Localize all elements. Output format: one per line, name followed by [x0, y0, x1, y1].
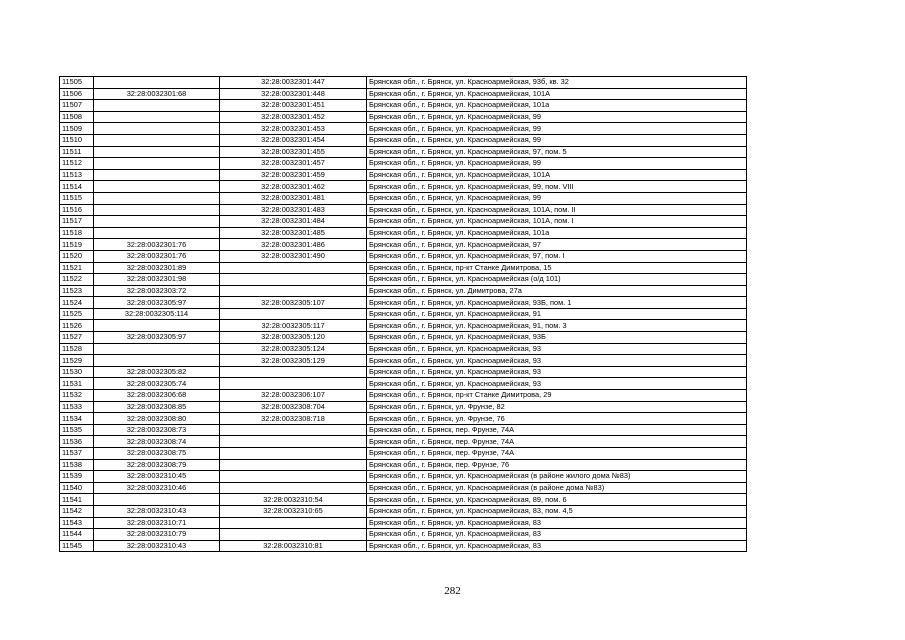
row-number-cell: 11531: [60, 378, 94, 390]
table-row: [60, 517, 747, 529]
object-cadastral-number-cell: 32:28:0032301:454: [220, 134, 367, 146]
object-cadastral-number-cell: 32:28:0032301:455: [220, 146, 367, 158]
table-row: [60, 436, 747, 448]
address-cell: Брянская обл., г. Брянск, ул. Красноармейская, 101а: [367, 227, 747, 239]
address-cell: Брянская обл., г. Брянск, ул. Красноармейская, 91: [367, 308, 747, 320]
table-row: [60, 332, 747, 344]
row-number-cell: 11544: [60, 529, 94, 541]
table-row: [60, 123, 747, 135]
row-number-cell: 11534: [60, 413, 94, 425]
object-cadastral-number-cell: 32:28:0032305:129: [220, 355, 367, 367]
table-row: [60, 505, 747, 517]
table-row: [60, 262, 747, 274]
address-cell: Брянская обл., г. Брянск, ул. Красноармейская (в районе жилого дома №83): [367, 471, 747, 483]
address-cell: Брянская обл., г. Брянск, ул. Красноармейская, 93Б, пом. 1: [367, 297, 747, 309]
table-row: [60, 111, 747, 123]
row-number-cell: 11517: [60, 216, 94, 228]
row-number-cell: 11507: [60, 100, 94, 112]
object-cadastral-number-cell: [220, 517, 367, 529]
table-row: [60, 413, 747, 425]
row-number-cell: 11537: [60, 448, 94, 460]
object-cadastral-number-cell: [220, 366, 367, 378]
cadastral-number-cell: 32:28:0032305:74: [94, 378, 220, 390]
table-row: [60, 378, 747, 390]
table-row: [60, 134, 747, 146]
object-cadastral-number-cell: 32:28:0032308:718: [220, 413, 367, 425]
table-row: [60, 471, 747, 483]
object-cadastral-number-cell: [220, 529, 367, 541]
table-row: [60, 355, 747, 367]
object-cadastral-number-cell: [220, 459, 367, 471]
cadastral-number-cell: [94, 320, 220, 332]
row-number-cell: 11525: [60, 308, 94, 320]
address-cell: Брянская обл., г. Брянск, ул. Красноармейская, 101А, пом. II: [367, 204, 747, 216]
object-cadastral-number-cell: [220, 285, 367, 297]
cadastral-number-cell: 32:28:0032301:68: [94, 88, 220, 100]
cadastral-number-cell: [94, 355, 220, 367]
table-row: [60, 169, 747, 181]
row-number-cell: 11515: [60, 192, 94, 204]
address-cell: Брянская обл., г. Брянск, ул. Красноармейская, 101А: [367, 88, 747, 100]
row-number-cell: 11505: [60, 77, 94, 89]
address-cell: Брянская обл., г. Брянск, ул. Красноармейская, 93Б: [367, 332, 747, 344]
address-cell: Брянская обл., г. Брянск, пр-кт Станке Димитрова, 29: [367, 390, 747, 402]
row-number-cell: 11511: [60, 146, 94, 158]
address-cell: Брянская обл., г. Брянск, пер. Фрунзе, 74А: [367, 436, 747, 448]
row-number-cell: 11530: [60, 366, 94, 378]
cadastral-number-cell: [94, 169, 220, 181]
cadastral-number-cell: 32:28:0032308:74: [94, 436, 220, 448]
cadastral-number-cell: [94, 343, 220, 355]
object-cadastral-number-cell: 32:28:0032301:448: [220, 88, 367, 100]
object-cadastral-number-cell: 32:28:0032301:484: [220, 216, 367, 228]
address-cell: Брянская обл., г. Брянск, ул. Красноармейская, 99, пом. VIII: [367, 181, 747, 193]
row-number-cell: 11540: [60, 482, 94, 494]
address-cell: Брянская обл., г. Брянск, ул. Красноармейская, 93: [367, 378, 747, 390]
cadastral-number-cell: 32:28:0032308:85: [94, 401, 220, 413]
address-cell: Брянская обл., г. Брянск, ул. Красноармейская, 99: [367, 123, 747, 135]
object-cadastral-number-cell: [220, 274, 367, 286]
cadastral-number-cell: 32:28:0032308:75: [94, 448, 220, 460]
object-cadastral-number-cell: [220, 262, 367, 274]
row-number-cell: 11508: [60, 111, 94, 123]
cadastral-number-cell: 32:28:0032310:43: [94, 540, 220, 552]
object-cadastral-number-cell: 32:28:0032301:447: [220, 77, 367, 89]
table-row: [60, 401, 747, 413]
address-cell: Брянская обл., г. Брянск, ул. Красноармейская, 83: [367, 529, 747, 541]
cadastral-number-cell: 32:28:0032308:80: [94, 413, 220, 425]
cadastral-number-cell: 32:28:0032301:76: [94, 239, 220, 251]
cadastral-number-cell: 32:28:0032301:89: [94, 262, 220, 274]
cadastral-number-cell: [94, 77, 220, 89]
address-cell: Брянская обл., г. Брянск, ул. Красноармейская, 99: [367, 111, 747, 123]
address-cell: Брянская обл., г. Брянск, ул. Красноармейская, 93: [367, 343, 747, 355]
address-cell: Брянская обл., г. Брянск, ул. Фрунзе, 76: [367, 413, 747, 425]
table-row: [60, 227, 747, 239]
cadastral-number-cell: 32:28:0032310:79: [94, 529, 220, 541]
row-number-cell: 11513: [60, 169, 94, 181]
table-row: [60, 274, 747, 286]
address-cell: Брянская обл., г. Брянск, пер. Фрунзе, 76: [367, 459, 747, 471]
row-number-cell: 11528: [60, 343, 94, 355]
object-cadastral-number-cell: 32:28:0032310:65: [220, 505, 367, 517]
object-cadastral-number-cell: 32:28:0032301:462: [220, 181, 367, 193]
cadastral-number-cell: 32:28:0032308:79: [94, 459, 220, 471]
object-cadastral-number-cell: 32:28:0032301:481: [220, 192, 367, 204]
table-row: [60, 297, 747, 309]
row-number-cell: 11510: [60, 134, 94, 146]
cadastral-number-cell: 32:28:0032310:71: [94, 517, 220, 529]
cadastral-number-cell: [94, 494, 220, 506]
cadastral-number-cell: 32:28:0032308:73: [94, 424, 220, 436]
address-cell: Брянская обл., г. Брянск, ул. Красноармейская, 93: [367, 366, 747, 378]
table-row: [60, 529, 747, 541]
table-row: [60, 88, 747, 100]
cadastral-number-cell: [94, 146, 220, 158]
object-cadastral-number-cell: 32:28:0032310:81: [220, 540, 367, 552]
address-cell: Брянская обл., г. Брянск, ул. Красноармейская, 97, пом. 5: [367, 146, 747, 158]
row-number-cell: 11518: [60, 227, 94, 239]
address-cell: Брянская обл., г. Брянск, ул. Красноармейская, 101А: [367, 169, 747, 181]
table-row: [60, 424, 747, 436]
address-cell: Брянская обл., г. Брянск, ул. Красноармейская (в районе дома №83): [367, 482, 747, 494]
object-cadastral-number-cell: 32:28:0032301:457: [220, 158, 367, 170]
table-row: [60, 308, 747, 320]
row-number-cell: 11524: [60, 297, 94, 309]
cadastral-number-cell: [94, 192, 220, 204]
table-row: [60, 146, 747, 158]
row-number-cell: 11532: [60, 390, 94, 402]
address-cell: Брянская обл., г. Брянск, ул. Красноармейская, 83: [367, 540, 747, 552]
row-number-cell: 11538: [60, 459, 94, 471]
row-number-cell: 11541: [60, 494, 94, 506]
object-cadastral-number-cell: 32:28:0032305:117: [220, 320, 367, 332]
row-number-cell: 11535: [60, 424, 94, 436]
address-cell: Брянская обл., г. Брянск, пр-кт Станке Димитрова, 15: [367, 262, 747, 274]
object-cadastral-number-cell: 32:28:0032301:453: [220, 123, 367, 135]
table-row: [60, 540, 747, 552]
registry-table-body: [60, 77, 747, 552]
row-number-cell: 11506: [60, 88, 94, 100]
object-cadastral-number-cell: [220, 471, 367, 483]
table-row: [60, 448, 747, 460]
table-row: [60, 216, 747, 228]
table-row: [60, 320, 747, 332]
object-cadastral-number-cell: [220, 448, 367, 460]
object-cadastral-number-cell: 32:28:0032301:485: [220, 227, 367, 239]
address-cell: Брянская обл., г. Брянск, ул. Красноармейская, 101а: [367, 100, 747, 112]
table-row: [60, 192, 747, 204]
table-row: [60, 77, 747, 89]
row-number-cell: 11542: [60, 505, 94, 517]
table-row: [60, 494, 747, 506]
cadastral-number-cell: 32:28:0032305:97: [94, 297, 220, 309]
object-cadastral-number-cell: [220, 308, 367, 320]
row-number-cell: 11545: [60, 540, 94, 552]
cadastral-number-cell: [94, 216, 220, 228]
address-cell: Брянская обл., г. Брянск, ул. Красноармейская, 99: [367, 192, 747, 204]
cadastral-number-cell: 32:28:0032310:43: [94, 505, 220, 517]
object-cadastral-number-cell: 32:28:0032308:704: [220, 401, 367, 413]
page-number: 282: [444, 585, 461, 597]
cadastral-number-cell: 32:28:0032305:97: [94, 332, 220, 344]
cadastral-number-cell: [94, 227, 220, 239]
row-number-cell: 11529: [60, 355, 94, 367]
table-row: [60, 181, 747, 193]
table-row: [60, 390, 747, 402]
address-cell: Брянская обл., г. Брянск, ул. Димитрова, 27а: [367, 285, 747, 297]
table-row: [60, 459, 747, 471]
object-cadastral-number-cell: 32:28:0032305:124: [220, 343, 367, 355]
object-cadastral-number-cell: 32:28:0032310:54: [220, 494, 367, 506]
cadastral-number-cell: 32:28:0032310:46: [94, 482, 220, 494]
cadastral-number-cell: 32:28:0032303:72: [94, 285, 220, 297]
address-cell: Брянская обл., г. Брянск, ул. Красноармейская, 83, пом. 4,5: [367, 505, 747, 517]
object-cadastral-number-cell: 32:28:0032305:120: [220, 332, 367, 344]
table-row: [60, 285, 747, 297]
table-row: [60, 482, 747, 494]
object-cadastral-number-cell: 32:28:0032301:459: [220, 169, 367, 181]
address-cell: Брянская обл., г. Брянск, ул. Красноармейская (о/д 101): [367, 274, 747, 286]
table-row: [60, 204, 747, 216]
cadastral-number-cell: [94, 100, 220, 112]
row-number-cell: 11533: [60, 401, 94, 413]
table-row: [60, 366, 747, 378]
table-row: [60, 343, 747, 355]
object-cadastral-number-cell: 32:28:0032301:452: [220, 111, 367, 123]
address-cell: Брянская обл., г. Брянск, ул. Красноармейская, 91, пом. 3: [367, 320, 747, 332]
cadastral-number-cell: [94, 158, 220, 170]
registry-table: [59, 76, 747, 552]
object-cadastral-number-cell: 32:28:0032301:486: [220, 239, 367, 251]
row-number-cell: 11516: [60, 204, 94, 216]
cadastral-number-cell: [94, 111, 220, 123]
address-cell: Брянская обл., г. Брянск, пер. Фрунзе, 74А: [367, 424, 747, 436]
address-cell: Брянская обл., г. Брянск, ул. Красноармейская, 97, пом. I: [367, 250, 747, 262]
address-cell: Брянская обл., г. Брянск, ул. Фрунзе, 82: [367, 401, 747, 413]
row-number-cell: 11522: [60, 274, 94, 286]
address-cell: Брянская обл., г. Брянск, ул. Красноармейская, 89, пом. 6: [367, 494, 747, 506]
row-number-cell: 11521: [60, 262, 94, 274]
cadastral-number-cell: 32:28:0032305:114: [94, 308, 220, 320]
cadastral-number-cell: 32:28:0032310:45: [94, 471, 220, 483]
table-row: [60, 250, 747, 262]
cadastral-number-cell: [94, 123, 220, 135]
address-cell: Брянская обл., г. Брянск, ул. Красноармейская, 83: [367, 517, 747, 529]
table-row: [60, 239, 747, 251]
cadastral-number-cell: [94, 134, 220, 146]
table-row: [60, 158, 747, 170]
address-cell: Брянская обл., г. Брянск, ул. Красноармейская, 99: [367, 134, 747, 146]
object-cadastral-number-cell: 32:28:0032301:490: [220, 250, 367, 262]
row-number-cell: 11536: [60, 436, 94, 448]
cadastral-number-cell: 32:28:0032305:82: [94, 366, 220, 378]
row-number-cell: 11514: [60, 181, 94, 193]
object-cadastral-number-cell: 32:28:0032305:107: [220, 297, 367, 309]
row-number-cell: 11519: [60, 239, 94, 251]
cadastral-number-cell: [94, 181, 220, 193]
object-cadastral-number-cell: 32:28:0032301:483: [220, 204, 367, 216]
cadastral-number-cell: [94, 204, 220, 216]
row-number-cell: 11523: [60, 285, 94, 297]
row-number-cell: 11509: [60, 123, 94, 135]
cadastral-number-cell: 32:28:0032306:68: [94, 390, 220, 402]
row-number-cell: 11539: [60, 471, 94, 483]
address-cell: Брянская обл., г. Брянск, ул. Красноармейская, 97: [367, 239, 747, 251]
row-number-cell: 11520: [60, 250, 94, 262]
row-number-cell: 11527: [60, 332, 94, 344]
address-cell: Брянская обл., г. Брянск, ул. Красноармейская, 99: [367, 158, 747, 170]
object-cadastral-number-cell: 32:28:0032301:451: [220, 100, 367, 112]
address-cell: Брянская обл., г. Брянск, пер. Фрунзе, 74А: [367, 448, 747, 460]
object-cadastral-number-cell: 32:28:0032306:107: [220, 390, 367, 402]
address-cell: Брянская обл., г. Брянск, ул. Красноармейская, 93б, кв. 32: [367, 77, 747, 89]
object-cadastral-number-cell: [220, 424, 367, 436]
address-cell: Брянская обл., г. Брянск, ул. Красноармейская, 93: [367, 355, 747, 367]
cadastral-number-cell: 32:28:0032301:98: [94, 274, 220, 286]
address-cell: Брянская обл., г. Брянск, ул. Красноармейская, 101А, пом. I: [367, 216, 747, 228]
object-cadastral-number-cell: [220, 482, 367, 494]
row-number-cell: 11512: [60, 158, 94, 170]
row-number-cell: 11543: [60, 517, 94, 529]
table-row: [60, 100, 747, 112]
object-cadastral-number-cell: [220, 378, 367, 390]
object-cadastral-number-cell: [220, 436, 367, 448]
cadastral-number-cell: 32:28:0032301:76: [94, 250, 220, 262]
row-number-cell: 11526: [60, 320, 94, 332]
